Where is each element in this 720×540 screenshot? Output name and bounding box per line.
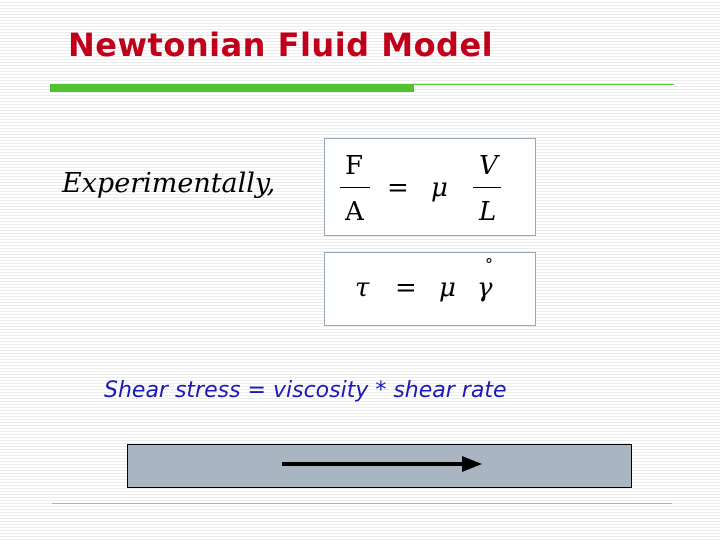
fraction-bar-right [473, 187, 501, 188]
denominator-area: A [345, 197, 364, 227]
shear-rate-symbol: γ [477, 273, 493, 303]
numerator-force: F [345, 151, 364, 181]
fraction-bar-left [340, 187, 370, 188]
viscosity-symbol: μ [431, 173, 448, 203]
equals-sign: = [395, 273, 417, 303]
shear-stress-symbol: τ [355, 273, 370, 303]
shear-stress-definition: Shear stress = viscosity * shear rate [104, 378, 507, 403]
footer-divider [52, 503, 672, 504]
lead-text: Experimentally, [62, 168, 276, 199]
numerator-velocity: V [479, 151, 498, 181]
title-accent-bar [50, 84, 414, 92]
equals-sign: = [387, 173, 409, 203]
title-accent-line [414, 84, 674, 85]
denominator-length: L [479, 197, 497, 227]
slide-title: Newtonian Fluid Model [68, 26, 494, 64]
formula-box-force-area [324, 138, 536, 236]
shear-rate-dot-accent: ° [485, 255, 493, 274]
right-arrow-icon [280, 452, 490, 476]
formula-box-shear [324, 252, 536, 326]
viscosity-symbol: μ [439, 273, 456, 303]
